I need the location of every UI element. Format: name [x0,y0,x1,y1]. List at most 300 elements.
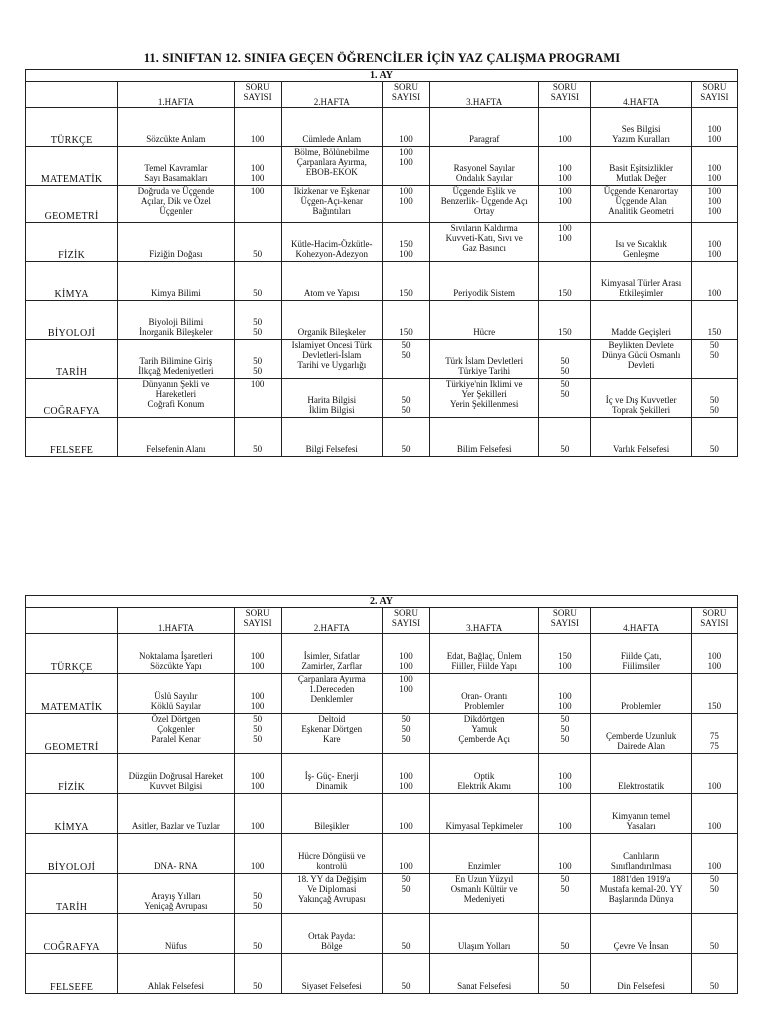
month-label: 2. AY [26,596,738,608]
topic-cell [430,223,539,262]
topic-line: Çemberde Açı [458,734,511,745]
question-count-cell [539,674,591,714]
question-count-cell [234,108,281,147]
question-count-header-line: SAYISI [700,92,729,103]
topic-line: Coğrafi Konum [147,399,205,410]
topic-cell [591,262,691,301]
question-count-cell [539,418,591,457]
topic-line: Kütle-Hacim-Özkütle- [291,238,373,249]
week-2-header: 2.HAFTA [281,82,382,108]
topic-cell [281,418,382,457]
topic-line: Islamiyet Oncesi Türk [291,340,372,350]
subject-row [26,301,738,340]
question-count: 100 [707,133,722,144]
question-count: 100 [707,172,722,183]
subject-row [26,186,738,223]
subject-name: FELSEFE [26,954,118,994]
topic-line: Fiiller, Fiilde Yapı [451,660,518,671]
question-count-header-line: SORU [702,82,727,92]
topic-line: Özel Dörtgen [151,714,201,724]
topic-line: Oran- Orantı [461,690,508,701]
topic-line: Isı ve Sıcaklık [615,238,667,249]
topic-cell [118,754,234,794]
topic-cell [591,754,691,794]
question-count: 150 [558,326,572,337]
question-count-cell [382,674,429,714]
question-count-cell [539,954,591,994]
question-count: 50 [709,980,719,991]
question-count-cell [691,674,737,714]
topic-cell [281,223,382,262]
question-count-cell [691,634,737,674]
topic-cell [430,714,539,754]
topic-cell [430,874,539,914]
question-count-cell [691,262,737,301]
question-count-header-line: SAYISI [700,618,729,629]
topic-line: Doğruda ve Üçgende [137,186,215,196]
topic-line: Bilim Felsefesi [456,443,512,454]
topic-line: Canlıların [623,850,660,861]
question-count-header-line: SAYISI [550,92,579,103]
subject-name: FELSEFE [26,418,118,457]
question-count: 150 [558,287,572,298]
question-count: 100 [399,186,413,196]
question-count: 50 [401,404,411,415]
topic-line: Üçgende Eşlik ve [452,186,516,196]
topic-line: Sayı Basamakları [144,172,208,183]
question-count: 150 [707,700,722,711]
topic-line: Üçgenler [159,206,193,217]
question-count-cell [539,262,591,301]
subject-row [26,834,738,874]
topic-cell [281,914,382,954]
question-count: 100 [250,186,265,196]
question-count: 100 [250,162,265,173]
question-count-cell [382,634,429,674]
topic-cell [430,379,539,418]
topic-line: Üçgende Kenarortay [603,186,679,196]
topic-cell [118,301,234,340]
topic-line: Madde Geçişleri [611,326,671,337]
topic-line: Sanat Felsefesi [457,980,512,991]
question-count: 50 [560,884,570,895]
topic-cell [591,340,691,379]
question-count: 100 [707,287,722,298]
topic-line: Üçgende Alan [615,196,667,207]
topic-line: Fiilimsiler [622,660,660,671]
topic-cell [281,634,382,674]
topic-line: Genleşme [623,248,660,259]
topic-cell [281,186,382,223]
subject-header-empty [26,608,118,634]
question-count: 100 [558,172,572,183]
question-count-cell [234,754,281,794]
topic-cell [118,108,234,147]
question-count-header-line: SAYISI [243,618,272,629]
question-count: 50 [253,365,263,376]
question-count: 50 [560,355,570,366]
question-count-header [234,82,281,108]
question-count: 150 [558,650,572,661]
subject-row [26,108,738,147]
question-count: 50 [560,714,570,724]
question-count: 100 [250,172,265,183]
subject-name: BİYOLOJİ [26,301,118,340]
question-count-cell [382,262,429,301]
topic-line: Kohezyon-Adezyon [295,248,369,259]
topic-line: Kimyanın temel [611,810,671,821]
question-count-header-line: SORU [393,82,418,92]
topic-line: Kuvveti-Katı, Sıvı ve [445,233,523,244]
question-count: 50 [253,900,263,911]
topic-line: Analitik Geometri [608,206,674,217]
question-count: 50 [253,890,263,901]
topic-line: Fiilde Çatı, [620,650,662,661]
question-count: 100 [399,248,413,259]
question-count: 100 [558,133,572,144]
question-count-cell [234,147,281,186]
subject-name: COĞRAFYA [26,914,118,954]
subject-row [26,714,738,754]
question-count-cell [234,223,281,262]
topic-line: Bölge [321,940,343,951]
question-count: 50 [253,443,263,454]
subject-row [26,634,738,674]
subject-row [26,147,738,186]
question-count: 50 [401,443,411,454]
topic-line: Problemler [621,700,662,711]
question-count-header [691,608,737,634]
topic-line: Nüfus [164,940,187,951]
topic-line: Yazım Kuralları [612,133,670,144]
question-count-cell [382,794,429,834]
question-count: 50 [709,874,719,884]
question-count: 50 [560,874,570,884]
topic-cell [591,186,691,223]
topic-line: Dinamik [316,780,348,791]
subject-row [26,914,738,954]
topic-line: Temel Kavramlar [144,162,208,173]
question-count-cell [691,108,737,147]
question-count-cell [539,874,591,914]
month-1-table [25,69,738,457]
question-count-cell [539,634,591,674]
topic-cell [281,147,382,186]
topic-cell [591,794,691,834]
question-count-cell [539,223,591,262]
topic-line: Bölme, Bölünebilme [294,147,370,157]
subject-name: KİMYA [26,262,118,301]
question-count-header [539,608,591,634]
week-1-header: 1.HAFTA [118,82,234,108]
subject-name: BİYOLOJİ [26,834,118,874]
topic-cell [118,379,234,418]
topic-line: Yeniçağ Avrupası [144,900,208,911]
topic-cell [430,301,539,340]
topic-line: Kimyasal Türler Arası [600,277,682,288]
question-count-cell [234,186,281,223]
topic-cell [281,874,382,914]
topic-line: Açılar, Dik ve Özel [140,196,211,207]
question-count-cell [539,714,591,754]
question-count: 50 [401,714,411,724]
question-count-header [691,82,737,108]
topic-line: Yerin Şekillenmesi [450,399,519,410]
question-count: 100 [250,650,265,661]
question-count: 50 [401,350,411,361]
topic-line: Sınıflandırılması [610,860,672,871]
topic-line: Enzimler [467,860,501,871]
subject-header-empty [26,82,118,108]
topic-cell [430,186,539,223]
subject-name: GEOMETRİ [26,186,118,223]
question-count: 50 [253,734,263,745]
question-count-header-line: SORU [245,608,270,618]
question-count: 100 [707,650,722,661]
topic-line: İklim Bilgisi [308,404,355,415]
topic-line: 1881'den 1919'a [611,874,671,884]
topic-cell [281,794,382,834]
question-count-cell [382,301,429,340]
week-4-header: 4.HAFTA [591,608,691,634]
question-count: 100 [558,186,572,196]
question-count-cell [539,186,591,223]
subject-row [26,954,738,994]
topic-line: DNA- RNA [154,860,198,871]
question-count-cell [234,301,281,340]
topic-line: Kimyasal Tepkimeler [445,820,523,831]
question-count: 50 [560,379,570,389]
topic-line: Zamirler, Zarflar [301,660,363,671]
topic-line: Ikizkenar ve Eşkenar [293,186,370,196]
topic-cell [118,794,234,834]
topic-cell [118,714,234,754]
topic-line: Sıvıların Kaldırma [450,223,518,233]
question-count: 100 [707,123,722,134]
question-count: 50 [709,404,719,415]
topic-line: Benzerlik- Üçgende Açı [440,196,528,207]
question-count: 100 [707,780,722,791]
month-2-table [25,595,738,994]
topic-line: Siyaset Felsefesi [301,980,362,991]
question-count-cell [234,418,281,457]
question-count-cell [539,108,591,147]
question-count-cell [382,379,429,418]
question-count: 100 [399,780,413,791]
topic-line: Arayış Yılları [151,890,201,901]
question-count: 100 [399,860,413,871]
question-count-cell [234,874,281,914]
question-count: 50 [401,394,411,405]
question-count: 50 [253,940,263,951]
question-count-cell [691,834,737,874]
topic-line: Yasaları [626,820,656,831]
question-count-cell [691,418,737,457]
question-count: 100 [707,186,722,196]
subject-name: MATEMATİK [26,674,118,714]
topic-cell [281,301,382,340]
question-count-cell [539,379,591,418]
question-count: 50 [401,734,411,745]
question-count: 50 [401,724,411,735]
subject-name: FİZİK [26,754,118,794]
topic-line: Optik [473,770,495,781]
question-count: 150 [399,326,413,337]
topic-cell [281,674,382,714]
question-count: 100 [399,157,413,168]
question-count-header [382,608,429,634]
question-count-cell [539,147,591,186]
topic-cell [430,674,539,714]
question-count: 100 [558,223,572,233]
subject-row [26,223,738,262]
topic-cell [591,914,691,954]
topic-cell [430,262,539,301]
topic-line: Etkileşimler [619,287,664,298]
question-count-cell [234,340,281,379]
question-count: 150 [399,238,413,249]
question-count-cell [691,914,737,954]
question-count-header-line: SAYISI [391,92,421,103]
question-count: 50 [560,724,570,735]
question-count: 100 [250,379,265,389]
question-count-cell [382,223,429,262]
question-count: 150 [399,287,413,298]
topic-cell [430,794,539,834]
question-count: 50 [253,980,263,991]
topic-line: Dikdörtgen [463,714,505,724]
question-count: 100 [558,690,572,701]
topic-cell [118,262,234,301]
question-count-cell [234,794,281,834]
topic-line: Felsefenin Alanı [146,443,206,454]
topic-cell [118,834,234,874]
topic-line: Atom ve Yapısı [303,287,360,298]
topic-line: Türkiye Tarihi [458,365,511,376]
question-count: 100 [399,147,413,157]
question-count: 100 [250,780,265,791]
question-count: 50 [253,316,263,327]
topic-line: Devleti [627,360,655,371]
topic-cell [281,340,382,379]
subject-name: MATEMATİK [26,147,118,186]
topic-line: Sözcükte Anlam [146,133,206,144]
question-count-cell [691,714,737,754]
question-count: 50 [253,326,263,337]
question-count-cell [382,340,429,379]
topic-line: Kimya Bilimi [151,287,201,298]
topic-cell [430,834,539,874]
subject-name: TARİH [26,874,118,914]
topic-line: Çevre Ve İnsan [613,940,669,951]
question-count-cell [691,754,737,794]
subject-name: KİMYA [26,794,118,834]
question-count: 100 [399,674,413,684]
topic-cell [430,108,539,147]
topic-line: Paralel Kenar [151,734,201,745]
topic-cell [118,874,234,914]
topic-cell [118,914,234,954]
question-count-cell [234,674,281,714]
topic-line: Kare [323,734,341,745]
topic-line: Dairede Alan [617,740,665,751]
question-count: 100 [707,206,722,217]
question-count: 50 [560,980,570,991]
topic-line: Denklemler [310,694,354,705]
question-count-header-line: SORU [552,608,577,618]
question-count: 50 [560,940,570,951]
question-count: 100 [558,700,572,711]
question-count: 50 [709,394,719,405]
question-count-header-line: SAYISI [550,618,579,629]
topic-line: Paragraf [468,133,500,144]
question-count: 100 [707,162,722,173]
question-count: 50 [709,340,719,350]
question-count: 50 [401,874,411,884]
topic-line: Ortak Payda: [308,930,356,941]
topic-cell [591,223,691,262]
topic-cell [281,379,382,418]
topic-cell [591,147,691,186]
topic-cell [430,418,539,457]
question-count-cell [691,340,737,379]
topic-cell [118,418,234,457]
question-count: 50 [253,724,263,735]
topic-line: Türk İslam Devletleri [445,355,524,366]
topic-line: Devletleri-İslam [302,350,362,361]
question-count: 100 [707,860,722,871]
question-count: 50 [560,365,570,376]
subject-name: GEOMETRİ [26,714,118,754]
topic-line: İlkçağ Medeniyetleri [138,365,214,376]
topic-line: Düzgün Doğrusal Hareket [128,770,224,781]
question-count-cell [539,301,591,340]
subject-name: TÜRKÇE [26,108,118,147]
topic-line: Ondalık Sayılar [455,172,513,183]
topic-line: Türkiye'nin Iklimi ve [445,379,523,389]
question-count: 50 [560,734,570,745]
week-1-header: 1.HAFTA [118,608,234,634]
question-count: 50 [709,350,719,361]
topic-line: Problemler [464,700,505,711]
question-count: 100 [399,770,413,781]
topic-cell [591,301,691,340]
topic-line: Dünyanın Şekli ve [142,379,210,389]
topic-cell [591,954,691,994]
question-count: 100 [707,196,722,207]
question-count: 50 [253,248,263,259]
question-count-cell [382,147,429,186]
topic-cell [430,754,539,794]
topic-line: Noktalama İşaretleri [139,650,213,661]
topic-line: Osmanlı Kültür ve [450,884,518,895]
question-count: 50 [709,443,719,454]
document-title: 11. SINIFTAN 12. SINIFA GEÇEN ÖĞRENCİLER İÇİN YAZ ÇALIŞMA PROGRAMI [143,51,621,65]
question-count-header-line: SORU [393,608,418,618]
question-count-cell [382,914,429,954]
topic-line: Organik Bileşkeler [297,326,366,337]
question-count: 100 [558,233,572,244]
topic-line: Ahlak Felsefesi [147,980,204,991]
topic-line: Eşkenar Dörtgen [301,724,363,735]
week-3-header: 3.HAFTA [430,608,539,634]
question-count-cell [234,914,281,954]
topic-cell [281,714,382,754]
topic-line: Ortay [473,206,495,217]
topic-cell [430,954,539,994]
question-count: 150 [707,326,722,337]
topic-line: Bilgi Felsefesi [305,443,358,454]
